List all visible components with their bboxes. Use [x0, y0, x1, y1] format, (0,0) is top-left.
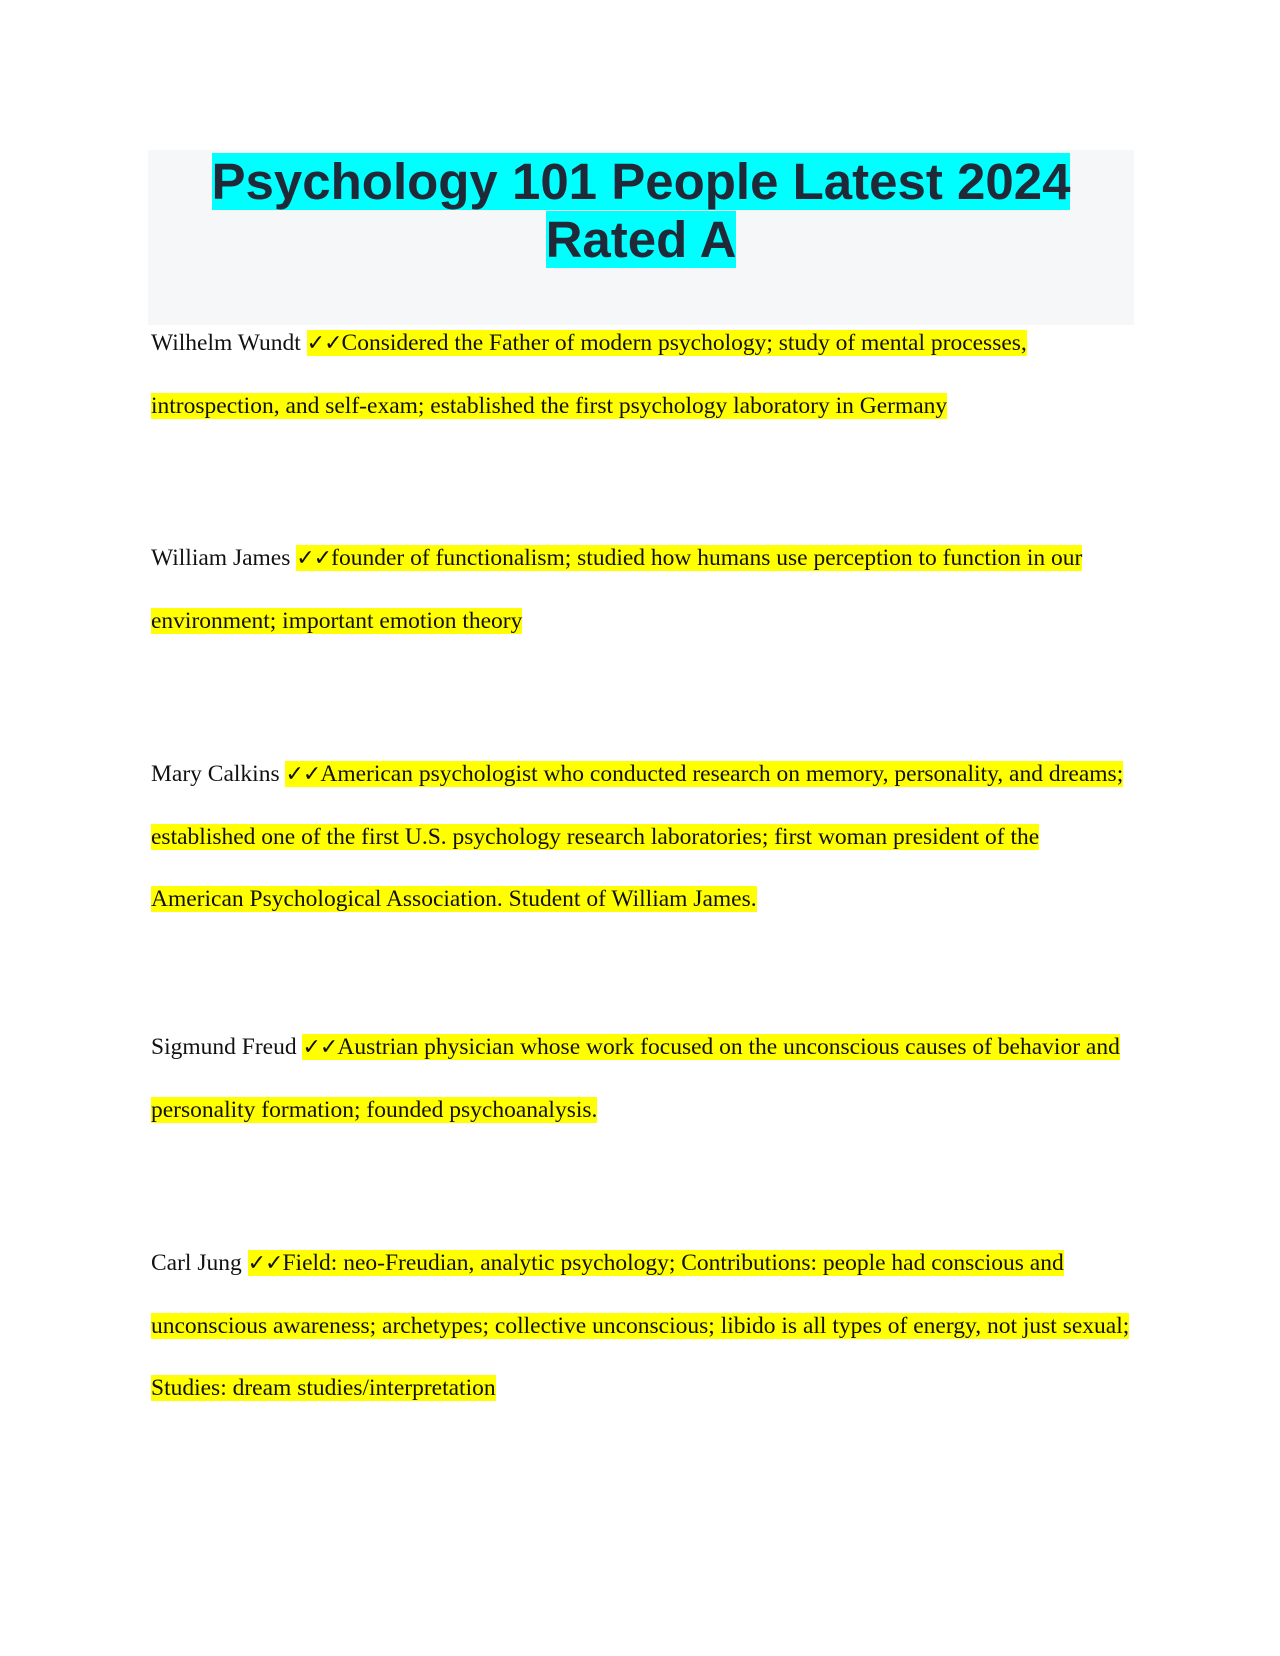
- entry-definition-highlight: [151, 761, 1123, 912]
- title-block: [148, 150, 1134, 325]
- double-check-icon: ✓✓: [247, 1251, 283, 1276]
- entry-name: Carl Jung: [151, 1250, 242, 1276]
- entry-definition: Considered the Father of modern psychology; study of mental processes, introspection, and self-exam; established the first psychology laboratory in Germany: [151, 330, 1027, 419]
- entry-william-james: [151, 527, 1136, 652]
- entry-sigmund-freud: [151, 1016, 1136, 1141]
- entry-definition: Austrian physician whose work focused on the unconscious causes of behavior and personality formation; founded psychoanalysis.: [151, 1034, 1120, 1123]
- title-wrap: [148, 153, 1134, 269]
- entry-definition: American psychologist who conducted research on memory, personality, and dreams; established one of the first U.S. psychology research laboratories; first woman president of the American Psychological Association. Student of William James.: [151, 761, 1124, 912]
- entry-carl-jung: [151, 1232, 1136, 1419]
- entry-mary-calkins: [151, 743, 1136, 930]
- entry-definition: Field: neo-Freudian, analytic psychology; Contributions: people had conscious and unconscious awareness; archetypes; collective unconscious; libido is all types of energy, not just sexual; Studies: dream studies/interpretation: [151, 1250, 1130, 1401]
- entry-definition-highlight: [151, 1250, 1129, 1401]
- entry-definition-highlight: [151, 545, 1082, 634]
- entry-name: William James: [151, 545, 291, 571]
- entry-name: Sigmund Freud: [151, 1034, 297, 1060]
- entry-definition: founder of functionalism; studied how humans use perception to function in our environment; important emotion theory: [151, 545, 1083, 634]
- double-check-icon: ✓✓: [296, 546, 332, 571]
- entry-definition-highlight: [151, 1034, 1120, 1123]
- page-title: Psychology 101 People Latest 2024 Rated A: [211, 153, 1071, 268]
- entry-name: Mary Calkins: [151, 761, 280, 787]
- entry-name: Wilhelm Wundt: [151, 330, 301, 356]
- double-check-icon: ✓✓: [302, 1035, 338, 1060]
- double-check-icon: ✓✓: [285, 762, 321, 787]
- double-check-icon: ✓✓: [306, 331, 342, 356]
- entry-wilhelm-wundt: [151, 312, 1136, 437]
